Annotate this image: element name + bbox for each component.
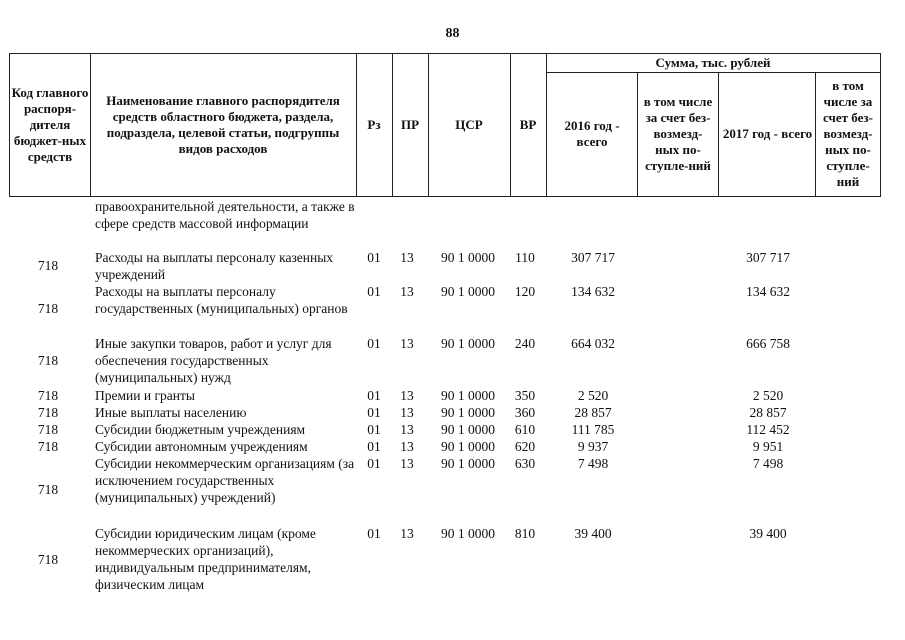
row-name: правоохранительной деятельности, а также в сфере средств массовой информации (95, 199, 355, 231)
header-2016-total: 2016 год - всего (564, 118, 620, 149)
row-code: 718 (37, 353, 59, 368)
row-rz: 01 (367, 405, 381, 420)
row-sum-2017: 134 632 (746, 284, 790, 299)
row-pr: 13 (400, 422, 414, 437)
row-code: 718 (37, 552, 59, 567)
table-row (0, 198, 905, 249)
row-csr: 90 1 0000 (441, 250, 495, 265)
row-sum-2016: 2 520 (577, 388, 609, 403)
header-2016-incl: в том числе за счет без-возмезд-ных по-ступле-ний (643, 94, 713, 173)
row-pr: 13 (400, 405, 414, 420)
row-name: Субсидии некоммерческим организациям (за исключением государственных (муниципальных) учреждений) (95, 456, 355, 505)
row-code: 718 (37, 405, 59, 420)
row-sum-2016: 307 717 (571, 250, 615, 265)
row-name: Субсидии бюджетным учреждениям (95, 422, 306, 437)
header-code: Код главного распоря-дителя бюджет-ных средств (11, 85, 89, 164)
row-sum-2017: 28 857 (749, 405, 787, 420)
row-csr: 90 1 0000 (441, 284, 495, 299)
row-pr: 13 (400, 439, 414, 454)
row-rz: 01 (367, 439, 381, 454)
row-sum-2017: 9 951 (752, 439, 784, 454)
row-csr: 90 1 0000 (441, 526, 495, 541)
row-csr: 90 1 0000 (441, 439, 495, 454)
row-rz: 01 (367, 284, 381, 299)
row-pr: 13 (400, 336, 414, 351)
header-pr: ПР (400, 117, 420, 132)
row-sum-2017: 307 717 (746, 250, 790, 265)
row-csr: 90 1 0000 (441, 336, 495, 351)
header-vr: ВР (519, 117, 537, 132)
row-csr: 90 1 0000 (441, 456, 495, 471)
row-sum-2016: 134 632 (571, 284, 615, 299)
row-sum-2016: 39 400 (574, 526, 612, 541)
row-sum-2016: 28 857 (574, 405, 612, 420)
row-sum-2017: 2 520 (752, 388, 784, 403)
row-code: 718 (37, 301, 59, 316)
header-rz: Рз (367, 117, 381, 132)
row-csr: 90 1 0000 (441, 405, 495, 420)
row-pr: 13 (400, 250, 414, 265)
row-code: 718 (37, 422, 59, 437)
row-rz: 01 (367, 336, 381, 351)
row-code: 718 (37, 439, 59, 454)
row-pr: 13 (400, 456, 414, 471)
row-name: Расходы на выплаты персоналу государственных (муниципальных) органов (95, 284, 348, 316)
row-vr: 120 (514, 284, 536, 299)
row-csr: 90 1 0000 (441, 388, 495, 403)
row-vr: 620 (514, 439, 536, 454)
row-pr: 13 (400, 388, 414, 403)
header-csr: ЦСР (455, 117, 483, 132)
row-sum-2016: 664 032 (571, 336, 615, 351)
header-2017-total: 2017 год - всего (722, 126, 813, 141)
table-header (9, 53, 881, 197)
row-rz: 01 (367, 388, 381, 403)
row-sum-2016: 9 937 (577, 439, 609, 454)
row-vr: 610 (514, 422, 536, 437)
row-code: 718 (37, 388, 59, 403)
row-sum-2017: 39 400 (749, 526, 787, 541)
row-vr: 360 (514, 405, 536, 420)
row-rz: 01 (367, 456, 381, 471)
row-sum-2017: 7 498 (752, 456, 784, 471)
row-vr: 350 (514, 388, 536, 403)
row-vr: 110 (515, 250, 535, 265)
header-2017-incl: в том числе за счет без-возмезд-ных по-ступле-ний (823, 78, 873, 189)
row-rz: 01 (367, 250, 381, 265)
row-sum-2017: 666 758 (746, 336, 790, 351)
row-sum-2017: 112 452 (746, 422, 790, 437)
row-name: Расходы на выплаты персоналу казенных учреждений (95, 250, 334, 282)
row-vr: 240 (514, 336, 536, 351)
header-sum: Сумма, тыс. рублей (655, 55, 771, 70)
row-name: Субсидии автономным учреждениям (95, 439, 308, 454)
row-sum-2016: 7 498 (577, 456, 609, 471)
row-rz: 01 (367, 422, 381, 437)
row-code: 718 (37, 258, 59, 273)
row-code: 718 (37, 482, 59, 497)
row-rz: 01 (367, 526, 381, 541)
row-name: Иные закупки товаров, работ и услуг для обеспечения государственных (муниципальных) нужд (95, 336, 332, 385)
row-pr: 13 (400, 284, 414, 299)
row-vr: 630 (514, 456, 536, 471)
page-number: 88 (445, 26, 460, 41)
row-sum-2016: 111 785 (571, 422, 615, 437)
row-pr: 13 (400, 526, 414, 541)
row-name: Субсидии юридическим лицам (кроме некоммерческих организаций), индивидуальным предпринимателям, физическим лицам (95, 526, 316, 592)
row-vr: 810 (514, 526, 536, 541)
row-csr: 90 1 0000 (441, 422, 495, 437)
row-name: Иные выплаты населению (95, 405, 247, 420)
row-name: Премии и гранты (95, 388, 195, 403)
header-name: Наименование главного распорядителя средств областного бюджета, раздела, подраздела, целевой статьи, подгруппы видов расходов (106, 93, 340, 156)
